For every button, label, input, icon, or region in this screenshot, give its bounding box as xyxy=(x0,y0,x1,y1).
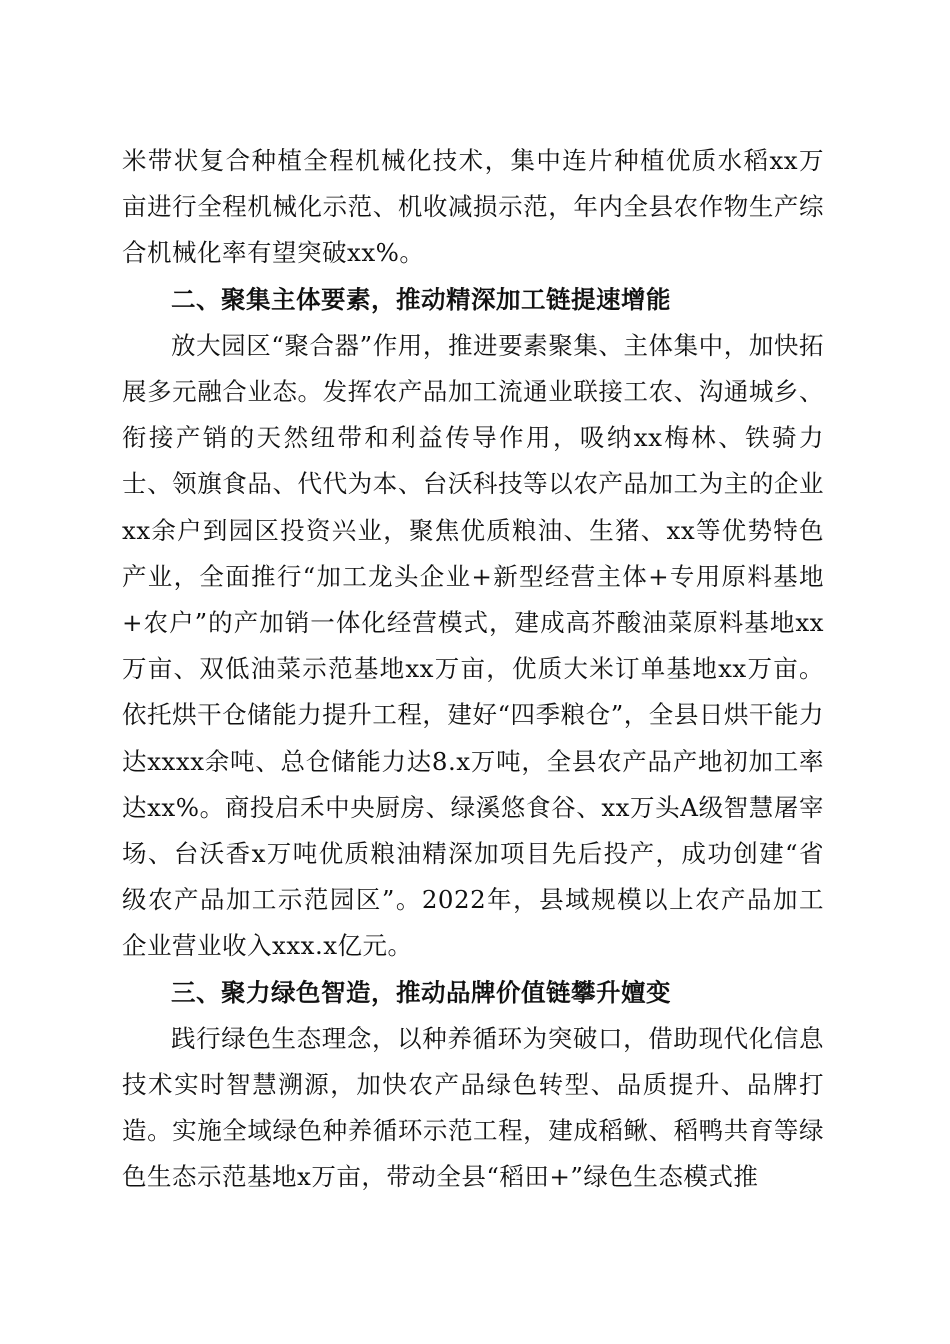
body-paragraph-section-3: 践行绿色生态理念，以种养循环为突破口，借助现代化信息技术实时智慧溯源，加快农产品绿色转型、品质提升、品牌打造。实施全域绿色种养循环示范工程，建成稻鳅、稻鸭共育等绿色生态示范基地x万亩，带动全县“稻田+”绿色生态模式推 xyxy=(122,1023,824,1192)
document-page xyxy=(122,138,824,1201)
section-heading-3: 三、聚力绿色智造，推动品牌价值链攀升嬗变 xyxy=(171,977,671,1007)
section-heading-2: 二、聚集主体要素，推动精深加工链提速增能 xyxy=(171,284,671,314)
body-paragraph-continued: 米带状复合种植全程机械化技术，集中连片种植优质水稻xx万亩进行全程机械化示范、机收减损示范，年内全县农作物生产综合机械化率有望突破xx%。 xyxy=(122,146,824,268)
body-paragraph-section-2: 放大园区“聚合器”作用，推进要素聚集、主体集中，加快拓展多元融合业态。发挥农产品加工流通业联接工农、沟通城乡、衔接产销的天然纽带和利益传导作用，吸纳xx梅林、铁骑力士、领旗食品、代代为本、台沃科技等以农产品加工为主的企业xx余户到园区投资兴业，聚焦优质粮油、生猪、xx等优势特色产业，全面推行“加工龙头企业+新型经营主体+专用原料基地+农户”的产加销一体化经营模式，建成高芥酸油菜原料基地xx万亩、双低油菜示范基地xx万亩，优质大米订单基地xx万亩。依托烘干仓储能力提升工程，建好“四季粮仓”，全县日烘干能力达xxxx余吨、总仓储能力达8.x万吨，全县农产品产地初加工率达xx%。商投启禾中央厨房、绿溪悠食谷、xx万头A级智慧屠宰场、台沃香x万吨优质粮油精深加项目先后投产，成功创建“省级农产品加工示范园区”。2022年，县域规模以上农产品加工企业营业收入xxx.x亿元。 xyxy=(122,330,824,961)
